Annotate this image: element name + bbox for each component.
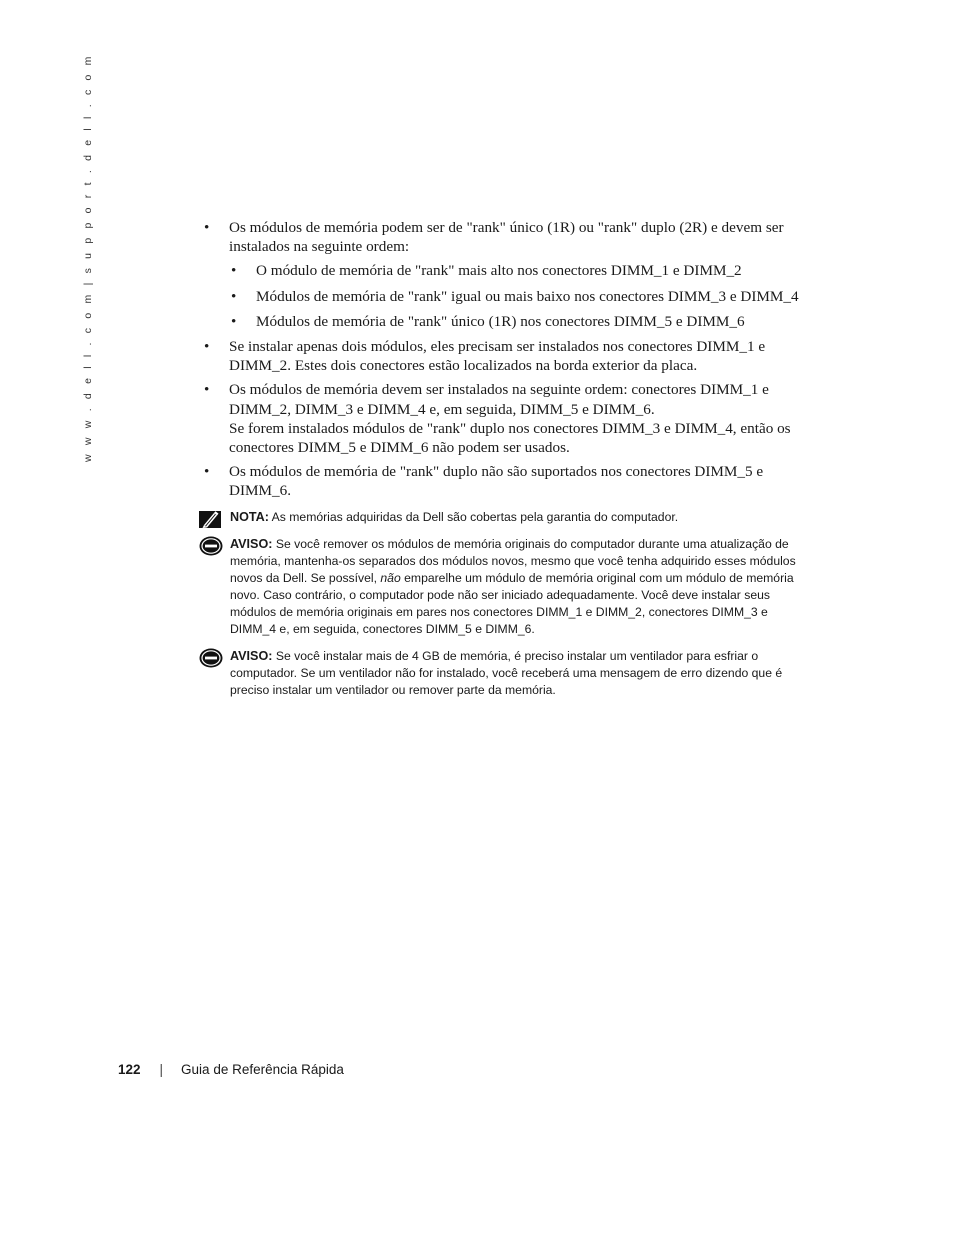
sub-list-item [229, 261, 820, 280]
footer-separator: | [159, 1062, 164, 1077]
item1-line1: Os módulos de memória podem ser de "rank" único (1R) ou "rank" duplo (2R) e devem ser [229, 219, 784, 236]
note-box [199, 509, 819, 526]
rank-order-sublist [229, 261, 820, 331]
sub-list-item [229, 287, 820, 306]
bullet: • [231, 287, 237, 305]
item2-line2: DIMM_2. Estes dois conectores estão localizados na borda exterior da placa. [229, 357, 698, 375]
notice-stop-icon [199, 536, 223, 561]
item4-line2: DIMM_6. [229, 482, 292, 500]
item3-line1: Os módulos de memória devem ser instalados na seguinte ordem: conectores DIMM_1 e [229, 381, 769, 399]
bullet: • [204, 219, 210, 236]
pencil-note-icon [199, 509, 221, 534]
sub-item-text: Módulos de memória de "rank" único (1R) nos conectores DIMM_5 e DIMM_6 [256, 312, 745, 330]
notice-line: Se você instalar mais de 4 GB de memória, é preciso instalar um ventilador para esfriar o [272, 649, 759, 663]
list-item [200, 380, 820, 457]
note-label: NOTA: [230, 510, 269, 524]
notice-line: computador. Se um ventilador não for instalado, você receberá uma mensagem de erro dizendo que é [230, 666, 783, 680]
notice-line: módulos de memória originais em pares nos conectores DIMM_1 e DIMM_2, conectores DIMM_3 e [230, 605, 768, 619]
item2-line1: Se instalar apenas dois módulos, eles precisam ser instalados nos conectores DIMM_1 e [229, 338, 766, 356]
page-footer [118, 1062, 344, 1077]
notice-label: AVISO: [230, 537, 273, 551]
note-text: As memórias adquiridas da Dell são cobertas pela garantia do computador. [268, 510, 679, 524]
item3-line3: Se forem instalados módulos de "rank" duplo nos conectores DIMM_3 e DIMM_4, então os [229, 419, 791, 437]
list-item [200, 462, 820, 500]
item4-line1: Os módulos de memória de "rank" duplo não são suportados nos conectores DIMM_5 e [229, 463, 764, 481]
item3-line2: DIMM_2, DIMM_3 e DIMM_4 e, em seguida, DIMM_5 e DIMM_6. [229, 400, 655, 418]
notice-line: novo. Caso contrário, o computador pode não ser iniciado adequadamente. Você deve instalar seus [230, 588, 770, 602]
list-item [200, 337, 820, 375]
notice-box [199, 536, 819, 638]
notice-stop-icon [199, 648, 223, 673]
notice-line: Se você remover os módulos de memória originais do computador durante uma atualização de [272, 537, 789, 551]
bullet: • [204, 381, 210, 399]
emphasis-text: não [380, 571, 401, 585]
document-title: Guia de Referência Rápida [181, 1062, 344, 1077]
notice-box [199, 648, 819, 699]
sidebar-url: w w w . d e l l . c o m | s u p p o r t . d e l l . c o m [82, 53, 94, 462]
sub-item-text: Módulos de memória de "rank" igual ou mais baixo nos conectores DIMM_3 e DIMM_4 [256, 287, 799, 305]
item3-line4: conectores DIMM_5 e DIMM_6 não podem ser usados. [229, 439, 570, 457]
notice-line: preciso instalar um ventilador ou remover parte da memória. [230, 683, 556, 697]
sub-list-item [229, 312, 820, 331]
requirements-list [200, 218, 820, 501]
notice-line: emparelhe um módulo de memória original com um módulo de memória [400, 571, 794, 585]
notice-line: novos da Dell. Se possível, [230, 571, 381, 585]
notice-line: DIMM_4 e, em seguida, conectores DIMM_5 e DIMM_6. [230, 622, 535, 636]
main-content [200, 218, 820, 506]
notice-line: memória, mantenha-os separados dos módulos novos, mesmo que você tenha adquirido esses módulos [230, 554, 796, 568]
list-item [200, 218, 820, 331]
item1-line2: instalados na seguinte ordem: [229, 238, 410, 256]
bullet: • [231, 262, 237, 280]
bullet: • [204, 463, 210, 481]
notice-label: AVISO: [230, 649, 273, 663]
bullet: • [231, 312, 237, 330]
bullet: • [204, 338, 210, 356]
sub-item-text: O módulo de memória de "rank" mais alto nos conectores DIMM_1 e DIMM_2 [256, 262, 742, 280]
page-number: 122 [118, 1062, 141, 1077]
